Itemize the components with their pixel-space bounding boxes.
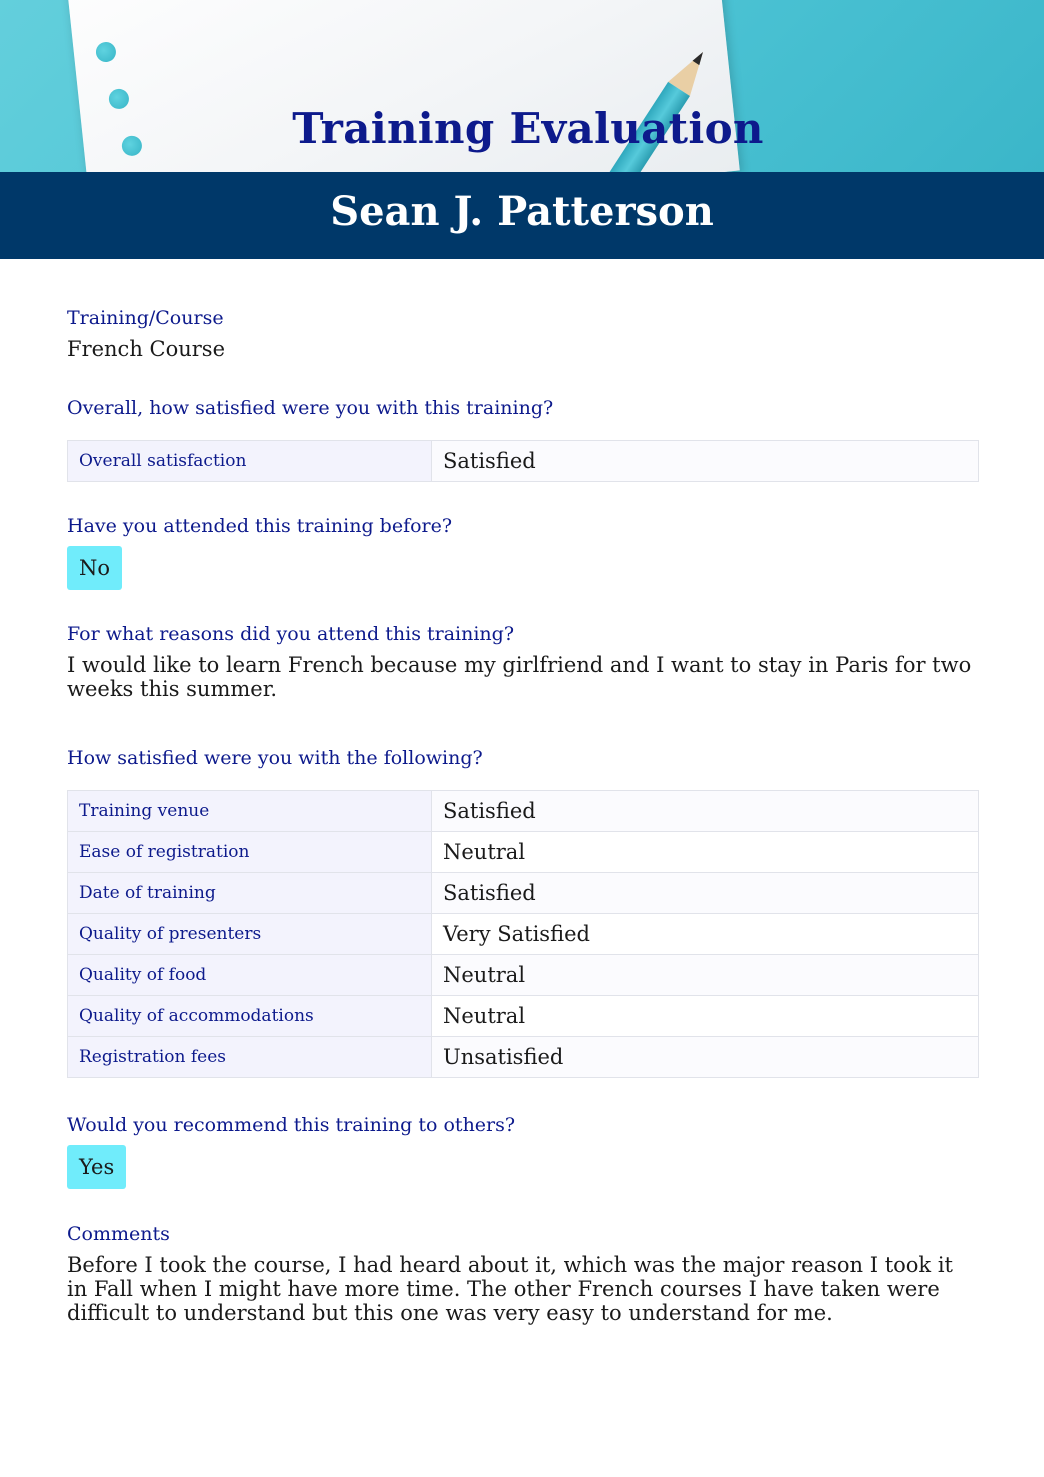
table-row	[68, 791, 979, 832]
row-value: Neutral	[432, 955, 979, 996]
comments-value: Before I took the course, I had heard about it, which was the major reason I took it in Fall when I might have more time. The other French courses I have taken were difficult to understand but this one was very easy to understand for me.	[67, 1253, 953, 1325]
row-label: Quality of food	[68, 955, 432, 996]
punch-hole	[95, 41, 117, 63]
reasons-question: For what reasons did you attend this training?	[67, 623, 515, 645]
row-value: Neutral	[432, 996, 979, 1037]
row-value: Satisfied	[432, 791, 979, 832]
row-label: Date of training	[68, 873, 432, 914]
reasons-answer: I would like to learn French because my girlfriend and I want to stay in Paris for two weeks this summer.	[67, 653, 972, 701]
row-label: Training venue	[68, 791, 432, 832]
row-value: Neutral	[432, 832, 979, 873]
comments-label: Comments	[67, 1223, 170, 1245]
row-value: Satisfied	[432, 873, 979, 914]
attended-question: Have you attended this training before?	[67, 515, 453, 537]
page-title: Training Evaluation	[292, 104, 764, 153]
row-value: Very Satisfied	[432, 914, 979, 955]
row-label: Quality of accommodations	[68, 996, 432, 1037]
table-row	[68, 996, 979, 1037]
following-question: How satisfied were you with the following?	[67, 747, 483, 769]
row-label: Registration fees	[68, 1037, 432, 1078]
overall-question: Overall, how satisfied were you with this training?	[67, 397, 554, 419]
respondent-name: Sean J. Patterson	[330, 188, 714, 235]
course-value: French Course	[67, 337, 226, 361]
table-row	[68, 1037, 979, 1078]
row-label: Overall satisfaction	[68, 441, 432, 482]
recommend-question: Would you recommend this training to others?	[67, 1114, 516, 1136]
satisfaction-table	[67, 790, 979, 1078]
attended-answer-badge: No	[67, 546, 122, 590]
table-row	[68, 914, 979, 955]
row-value: Unsatisfied	[432, 1037, 979, 1078]
row-value: Satisfied	[432, 441, 979, 482]
table-row	[68, 873, 979, 914]
overall-table	[67, 440, 979, 482]
row-label: Ease of registration	[68, 832, 432, 873]
table-row	[68, 441, 979, 482]
row-label: Quality of presenters	[68, 914, 432, 955]
table-row	[68, 955, 979, 996]
table-row	[68, 832, 979, 873]
recommend-answer-badge: Yes	[67, 1145, 126, 1189]
course-label: Training/Course	[67, 307, 224, 329]
